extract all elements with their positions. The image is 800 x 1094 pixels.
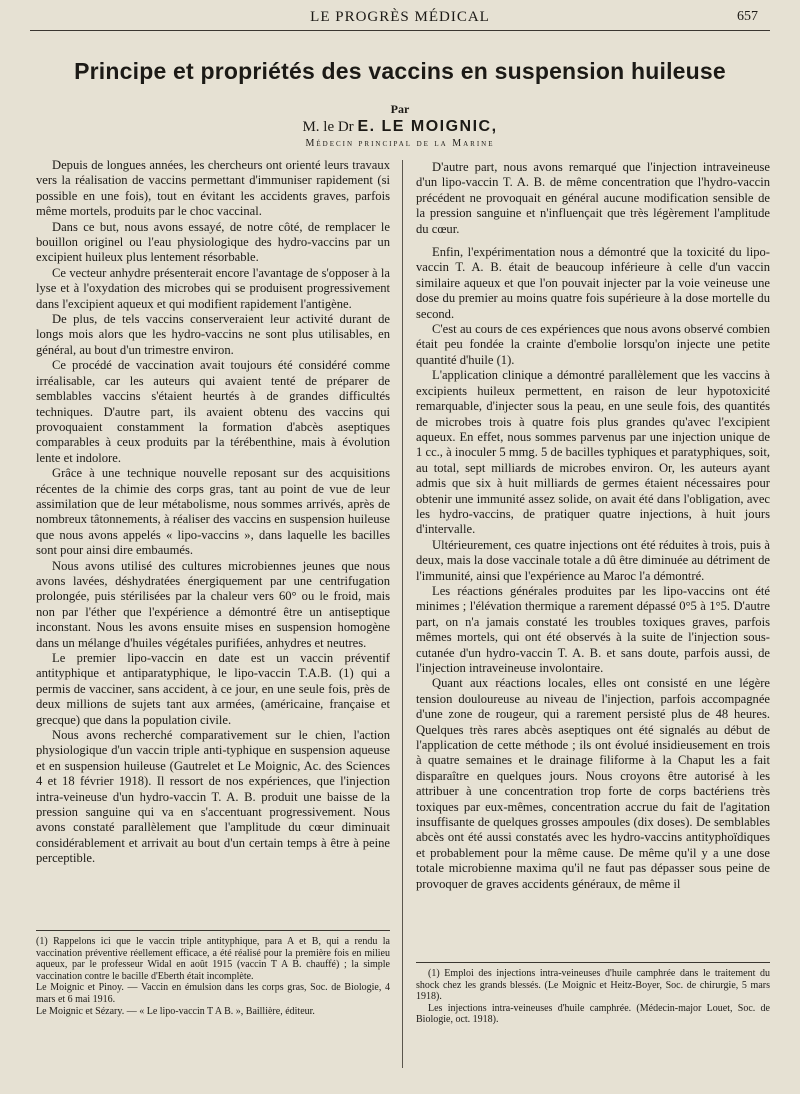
footnote-reference: Le Moignic et Sézary. — « Le lipo-vaccin T A B. », Baillière, éditeur. [36,1005,315,1017]
paragraph: Les réactions générales produites par les lipo-vaccins ont été minimes ; l'élévation thermique a rarement dépassé 0°5 à 1°5. D'autre part, on n'a jamais constaté les troubles toxiques graves, parfois mêmes mortels, qui ont été observés à la suite de l'injection sous-cutanée d'un hydro-vaccin T. A. B. et sans doute, parfois aussi, de l'injection intraveineuse involontaire. [416,583,770,675]
right-column [416,160,770,892]
running-header [0,6,800,28]
paragraph: Ce procédé de vaccination avait toujours été considéré comme irréalisable, car les auteurs qui avaient tenté de préparer de semblables vaccins s'étaient heurtés à de grandes difficultés techniques. D'autre part, ils avaient obtenu des vaccins qui provoquaient constamment la formation d'abcès aseptiques comparables à ceux produits par la térébenthine, mais à évolution lente et indolore. [36,358,390,465]
byline-author [0,118,800,136]
paragraph: Grâce à une technique nouvelle reposant sur des acquisitions récentes de la chimie des corps gras, tant au point de vue de leur assimilation que de leur métabolisme, nous sommes arrivés, après de nombreux tâtonnements, à réaliser des vaccins en suspension huileuse que nous avons appelés « lipo-vaccins », dans laquelle les bacilles sont pour ainsi dire embaumés. [36,466,390,558]
author-affiliation: Médecin principal de la Marine [305,138,495,149]
left-column [36,158,390,867]
paragraph: Ce vecteur anhydre présenterait encore l'avantage de s'opposer à la lyse et à l'oxydation des microbes qui se produisent progressivement dans l'excipient aqueux et qui modifient rapidement l'antigène. [36,265,390,311]
header-rule [30,30,770,31]
footnote: (1) Rappelons ici que le vaccin triple antityphique, para A et B, qui a rendu la vaccination préventive réellement efficace, a été réalisé pour la première fois en milieu aqueux, par le professeur Widal en août 1915 (vaccin T A B. chauffé) ; la simple vaccination contre le bacille d'Eberth était incomplète. [36,936,390,982]
paragraph: D'autre part, nous avons remarqué que l'injection intraveineuse d'un lipo-vaccin T. A. B. de même concentration que l'hydro-vaccin précédent ne provoquait en général aucune modification sensible de la pression sanguine et n'influençait que très légèrement l'amplitude du cœur. [416,160,770,236]
paragraph: Enfin, l'expérimentation nous a démontré que la toxicité du lipo-vaccin T. A. B. était de beaucoup inférieure à celle d'un vaccin similaire aqueux et que l'on pouvait injecter par la voie veineuse une dose du premier au moins quatre fois supérieure à la dose mortelle du second. [416,245,770,321]
paragraph: Depuis de longues années, les chercheurs ont orienté leurs travaux vers la réalisation de vaccins permettant d'immuniser rapidement (si possible en une fois), tout en évitant les accidents graves, parfois même mortels, produits par le choc vaccinal. [36,158,390,219]
column-divider [402,160,403,1068]
paragraph: L'application clinique a démontré parallèlement que les vaccins à excipients huileux permettent, en raison de leur hypotoxicité remarquable, d'injecter sous la peau, en une seule fois, des quantités de microbes trois à quatre fois plus grandes qu'avec l'excipient aqueux. En effet, nous sommes parvenus par une injection unique de 1 cc., à inoculer 5 mmg. 5 de bacilles typhiques et paratyphiques, soit, au total, sept milliards de microbes environ. Or, les auteurs ayant admis que six à huit milliards de germes étaient nécessaires pour obtenir une immunité assez solide, on avait été dans l'obligation, avec les hydro-vaccins, de pratiquer quatre injections, à huit jours d'intervalle. [416,368,770,537]
footnote-rule-right [416,962,770,963]
footnote: (1) Emploi des injections intra-veineuses d'huile camphrée dans le traitement du shock chez les grands blessés. (Le Moignic et Heitz-Boyer, Soc. de chirurgie, 5 mars 1918). [416,968,770,1003]
author-name: E. LE MOIGNIC, [357,118,498,135]
paragraph: Le premier lipo-vaccin en date est un vaccin préventif antityphique et antiparatyphique, le lipo-vaccin T.A.B. (1) qui a permis de vacciner, sans accident, à ce jour, en une seule fois, près de deux millions de sujets tant aux armées, (américaine, française et grecque) que dans la population civile. [36,651,390,727]
paragraph: De plus, de tels vaccins conserveraient leur activité durant de longs mois alors que les hydro-vaccins ne sont plus utilisables, en général, au bout d'un trimestre environ. [36,312,390,357]
author-prefix: M. le Dr [302,119,354,135]
paragraph: Nous avons recherché comparativement sur le chien, l'action physiologique d'un vaccin triple anti-typhique en suspension aqueuse et en suspension huileuse (Gautrelet et Le Moignic, Ac. des Sciences 4 et 18 février 1918). Il ressort de nos expériences, que l'injection intra-veineuse d'un hydro-vaccin T. A. B. produit une baisse de la pression sanguine qui va en s'accentuant progressivement. Nous avons constaté parallèlement que l'amplitude du cœur diminuait considérablement et arrivait au bout d'un certain temps à être à peine perceptible. [36,728,390,866]
footnote-rule-left [36,930,390,931]
footnotes-right [416,968,770,1026]
footnotes-left [36,936,390,1017]
byline-par: Par [390,102,410,116]
paragraph: Dans ce but, nous avons essayé, de notre côté, de remplacer le bouillon originel ou l'eau physiologique des hydro-vaccins par un excipient huileux plus lentement résorbable. [36,219,390,265]
page-number: 657 [737,9,758,24]
journal-title: LE PROGRÈS MÉDICAL [310,9,490,25]
paragraph: Quant aux réactions locales, elles ont consisté en une légère tension douloureuse au niveau de l'injection, parfois accompagnée d'une zone de rougeur, qui a rarement persisté plus de 48 heures. Quelques très rares abcès aseptiques ont été signalés au début de l'application de cette méthode ; ils ont évolué insidieusement en trois à quatre semaines et le drainage filiforme à la Chaput les a fait disparaître en quelques jours. Nous croyons être autorisé à les attribuer à une concentration trop forte de corps bactériens très toxiques par eux-mêmes, concentration accrue du fait de l'agitation insuffisante de quelques grosses ampoules (dix doses). De semblables abcès ont été aussi constatés avec les hydro-vaccins antityphoïdiques et probablement pour la même cause. De même qu'il y a une dose totale microbienne maxima qu'il ne faut pas dépasser sous peine de provoquer de graves accidents généraux, de même il [416,676,770,891]
footnote: Les injections intra-veineuses d'huile camphrée. (Médecin-major Louet, Soc. de Biologie, oct. 1918). [416,1002,770,1026]
footnote-reference: Le Moignic et Pinoy. — Vaccin en émulsion dans les corps gras, Soc. de Biologie, 4 mars et 6 mai 1916. [36,982,390,1005]
paragraph: Ultérieurement, ces quatre injections ont été réduites à trois, puis à deux, mais la dose vaccinale totale a dû être diminuée au détriment de l'immunité, ainsi que l'expérience au Maroc l'a démontré. [416,537,770,583]
paragraph: Nous avons utilisé des cultures microbiennes jeunes que nous avons lavées, déshydratées énergiquement par une centrifugation prolongée, puis stérilisées par la chaleur vers 60° ou le froid, mais non par l'éther que l'expérience a démontré être un antiseptique inconstant. Nous les avons ensuite mises en suspension homogène dans un mélange d'huiles végétales purifiées, anhydres et neutres. [36,558,390,650]
article-title: Principe et propriétés des vaccins en suspension huileuse [74,58,726,84]
paragraph: C'est au cours de ces expériences que nous avons observé combien était peu fondée la crainte d'embolie lorsqu'on injecte une petite quantité d'huile (1). [416,322,770,367]
